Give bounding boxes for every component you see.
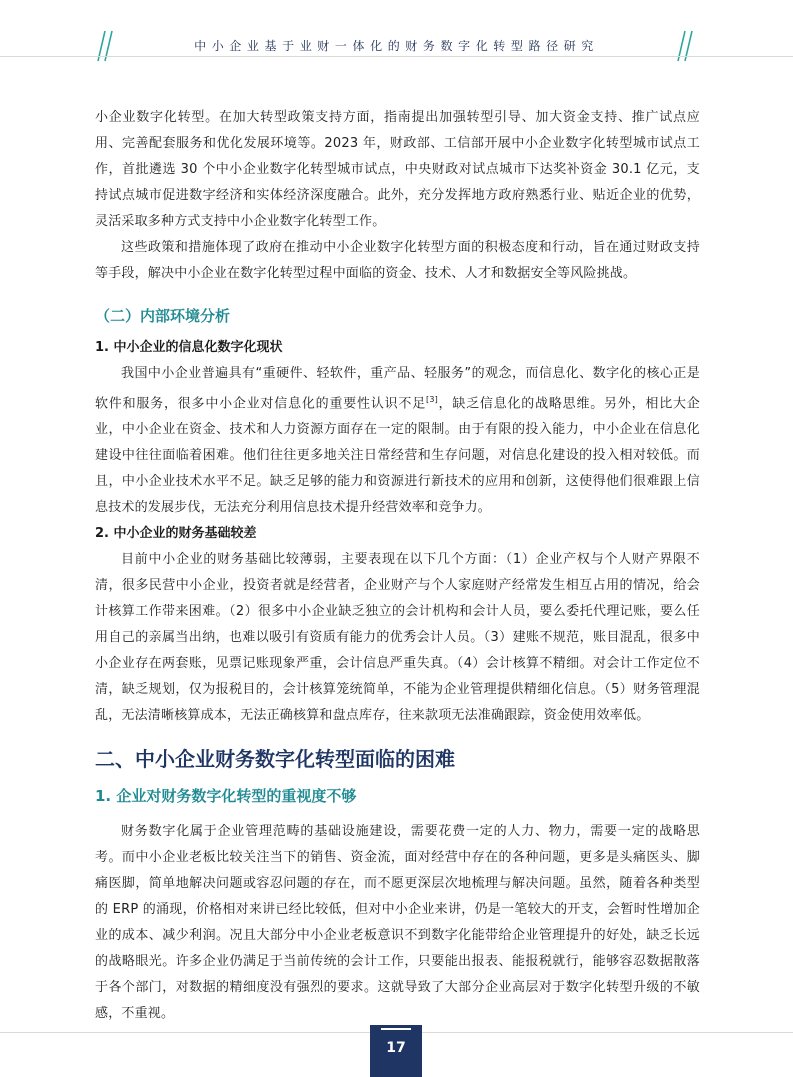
chapter-heading: 二、中小企业财务数字化转型面临的困难: [95, 747, 455, 772]
page-number-box: [370, 1025, 422, 1077]
paragraph: 小企业数字化转型。在加大转型政策支持方面，指南提出加强转型引导、加大资金支持、推广试点应用、完善配套服务和优化发展环境等。2023 年，财政部、工信部开展中小企业数字化转型城市试点工作，首批遴选 30 个中小企业数字化转型城市试点，中央财政对试点城市下达奖补资金 30.1 亿元，支持试点城市促进数字经济和实体经济深度融合。此外，充分发挥地方政府熟悉行业、贴近企业的优势，灵活采取多种方式支持中小企业数字化转型工作。: [95, 110, 700, 229]
chapter-subheading: 1. 企业对财务数字化转型的重视度不够: [95, 787, 357, 806]
page-content: [95, 105, 700, 1027]
paragraph-text: 我国中小企业普遍具有“重硬件、轻软件，重产品、轻服务”的观念，而信息化、数字化的核心正是软件和服务，很多中小企业对信息化的重要性认识不足: [95, 366, 700, 412]
paragraph: 目前中小企业的财务基础比较薄弱，主要表现在以下几个方面：（1）企业产权与个人财产界限不清，很多民营中小企业，投资者就是经营者，企业财产与个人家庭财产经常发生相互占用的情况，给会计核算工作带来困难。（2）很多中小企业缺乏独立的会计机构和会计人员，要么委托代理记账，要么任用自己的亲属当出纳，也难以吸引有资质有能力的优秀会计人员。（3）建账不规范，账目混乱，很多中小企业存在两套账，见票记账现象严重，会计信息严重失真。（4）会计核算不精细。对会计工作定位不清，缺乏规划，仅为报税目的，会计核算笼统简单，不能为企业管理提供精细化信息。（5）财务管理混乱，无法清晰核算成本，无法正确核算和盘点库存，往来款项无法准确跟踪，资金使用效率低。: [95, 552, 700, 724]
section-heading: （二）内部环境分析: [95, 307, 231, 325]
paragraph: [95, 361, 700, 521]
paragraph-text: ，缺乏信息化的战略思维。另外，相比大企业，中小企业在资金、技术和人力资源方面存在一定的限制。由于有限的投入能力，中小企业在信息化建设中往往面临着困难。他们往往更多地关注日常经营和生存问题，对信息化建设的投入相对较低。而且，中小企业技术水平不足。缺乏足够的能力和资源进行新技术的应用和创新，这使得他们很难跟上信息技术的发展步伐，无法充分利用信息技术提升经营效率和竞争力。: [95, 396, 700, 516]
page-number-bar: [381, 1028, 411, 1030]
right-slash-decoration: [676, 30, 700, 62]
page-number: 17: [386, 1040, 406, 1056]
running-header-title: 中小企业基于业财一体化的财务数字化转型路径研究: [194, 39, 599, 53]
header-divider: [0, 56, 793, 57]
citation-ref: [3]: [426, 395, 438, 404]
subsection-heading: 1. 中小企业的信息化数字化现状: [95, 340, 283, 355]
paragraph: 财务数字化属于企业管理范畴的基础设施建设，需要花费一定的人力、物力，需要一定的战略思考。而中小企业老板比较关注当下的销售、资金流，面对经营中存在的各种问题，更多是头痛医头、脚痛医脚，简单地解决问题或容忍问题的存在，而不愿更深层次地梳理与解决问题。虽然，随着各种类型的 ERP 的涌现，价格相对来讲已经比较低，但对中小企业来讲，仍是一笔较大的开支，会暂时性增加企业的成本、减少利润。况且大部分中小企业老板意识不到数字化能带给企业管理提升的好处，缺乏长远的战略眼光。许多企业仍满足于当前传统的会计工作，只要能出报表、能报税就行，能够容忍数据散落于各个部门，对数据的精细度没有强烈的要求。这就导致了大部分企业高层对于数字化转型升级的不敏感，不重视。: [95, 824, 700, 1022]
subsection-heading: 2. 中小企业的财务基础较差: [95, 526, 257, 542]
paragraph: 这些政策和措施体现了政府在推动中小企业数字化转型方面的积极态度和行动，旨在通过财政支持等手段，解决中小企业在数字化转型过程中面临的资金、技术、人才和数据安全等风险挑战。: [95, 240, 700, 281]
